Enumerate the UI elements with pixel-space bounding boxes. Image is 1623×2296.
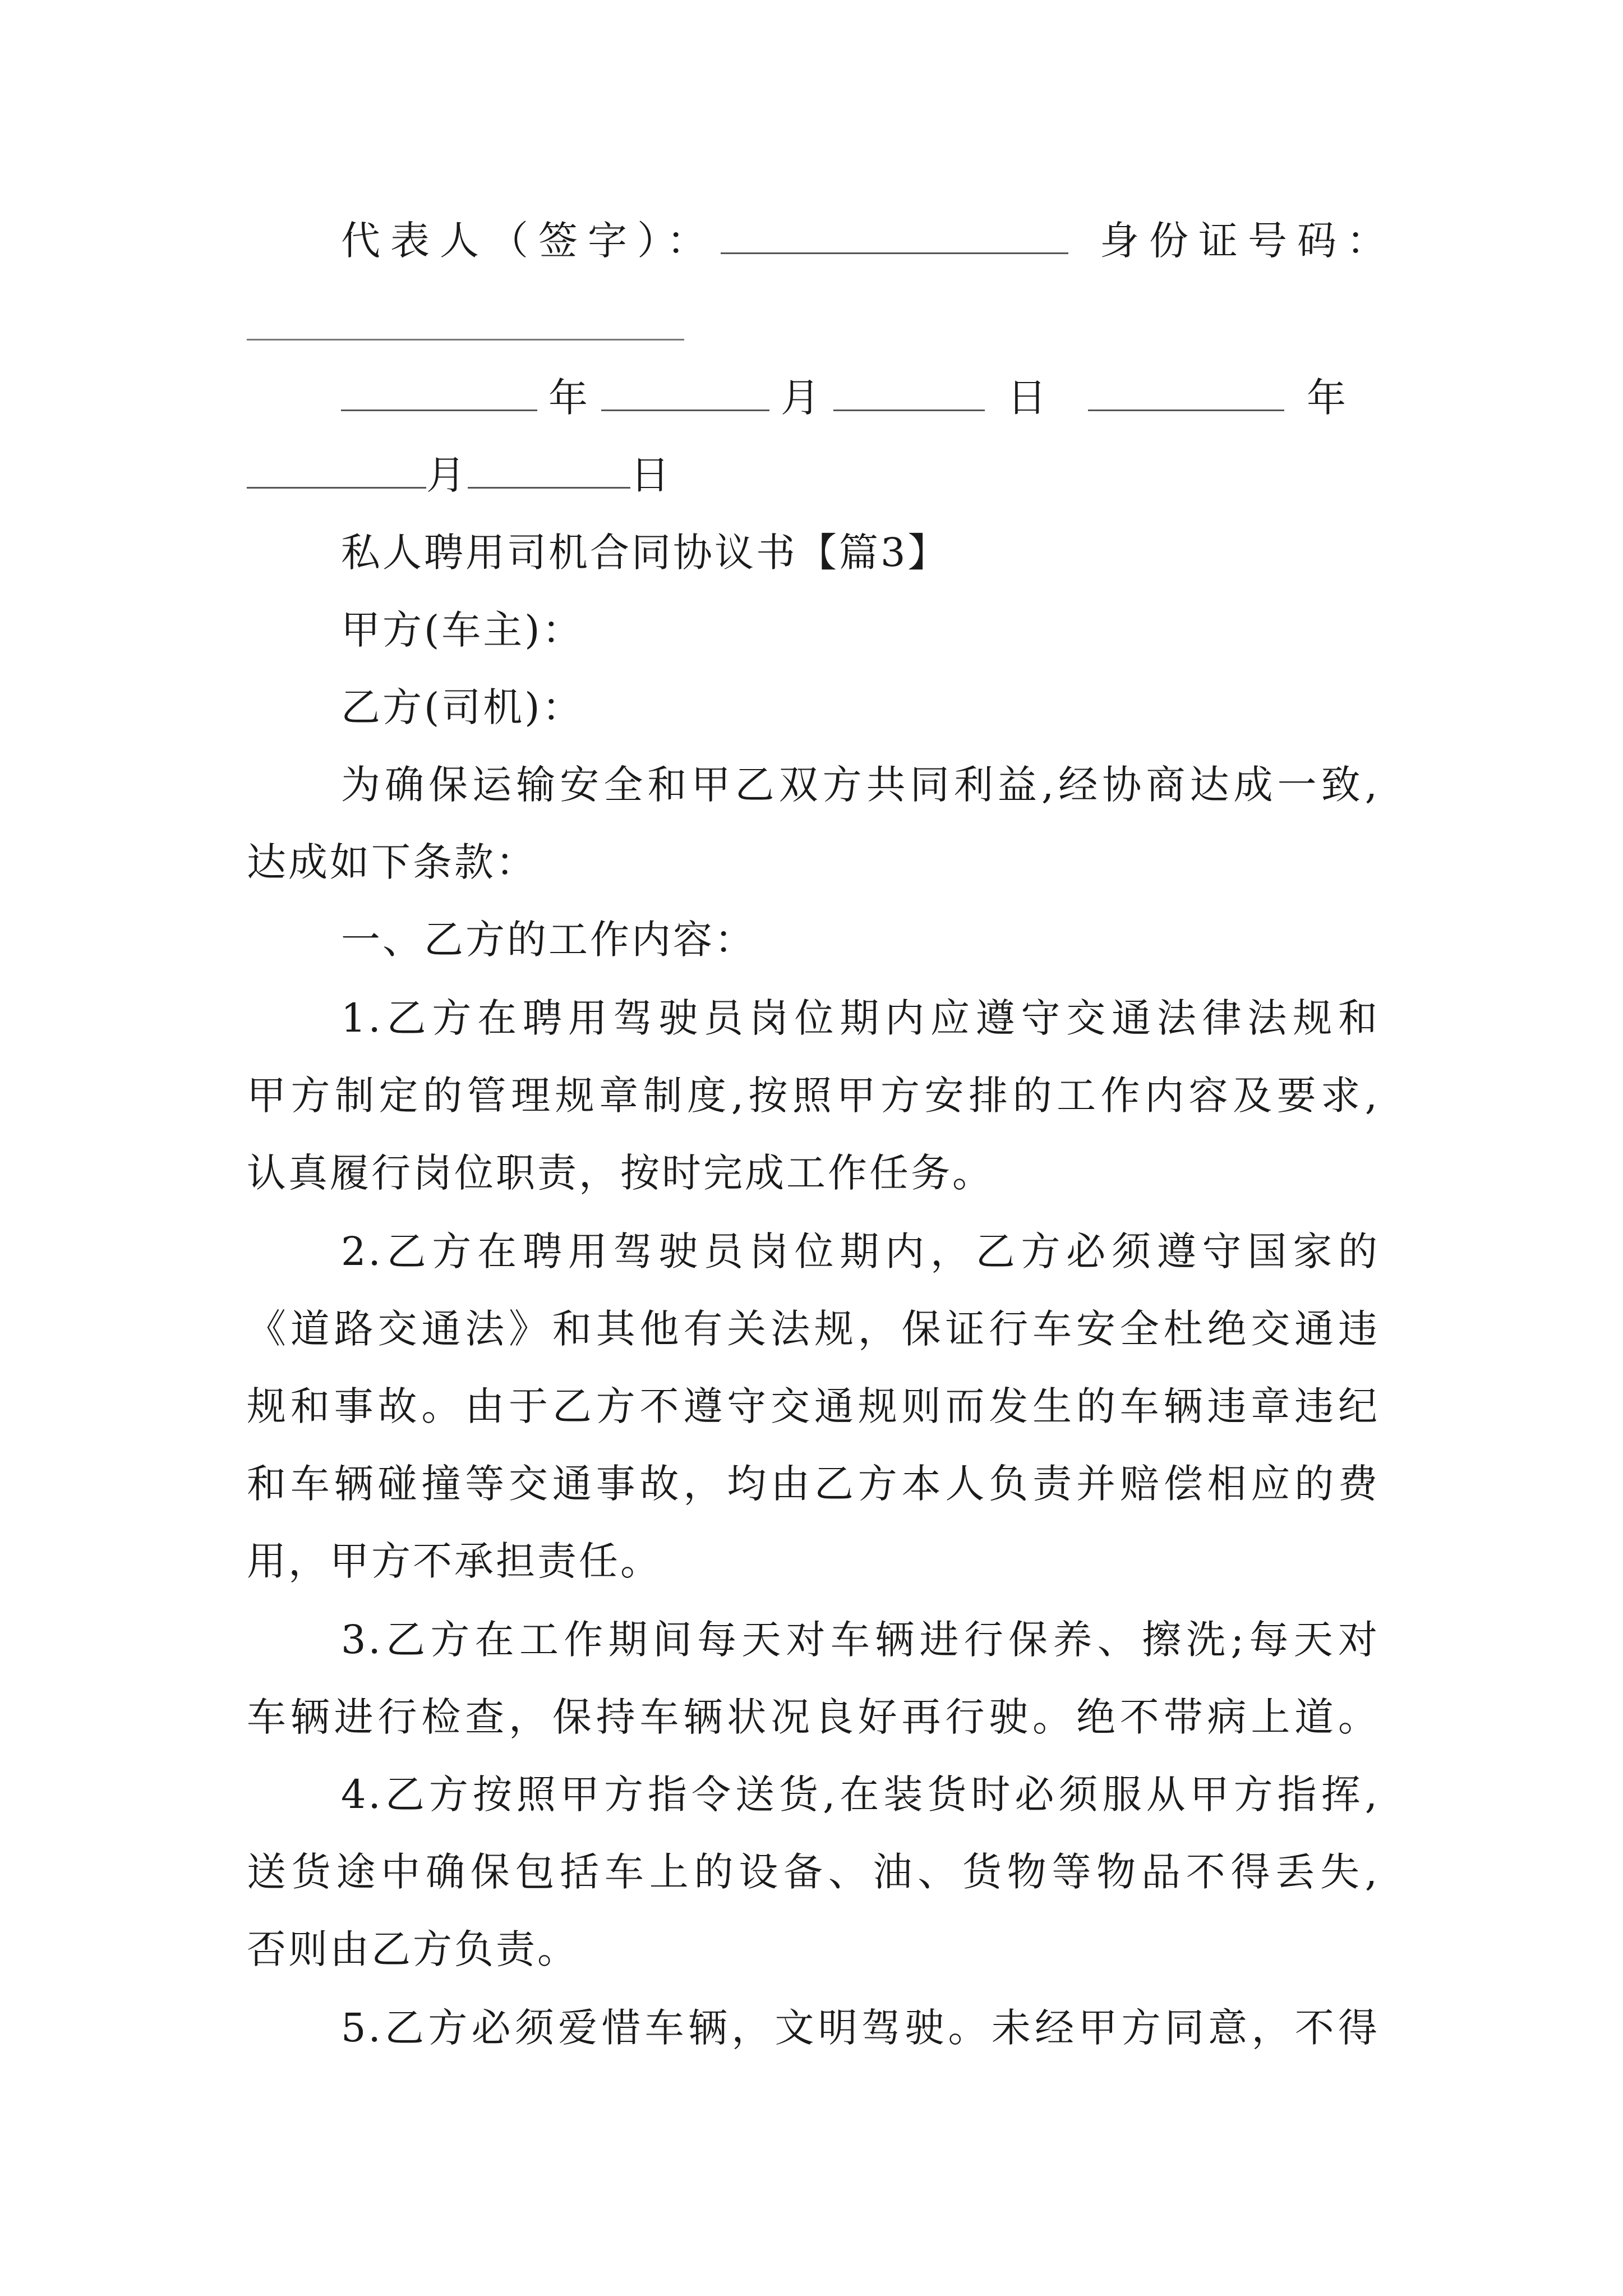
day-blank-1[interactable] (833, 377, 985, 411)
date-row-1 (341, 375, 1348, 421)
clause-1-line-1: 1.乙方在聘用驾驶员岗位期内应遵守交通法律法规和 (341, 995, 1380, 1041)
clause-2-line-3: 规和事故。由于乙方不遵守交通规则而发生的车辆违章违纪 (247, 1383, 1380, 1429)
party-a-label: 甲方(车主)： (341, 607, 584, 653)
party-b-label: 乙方(司机)： (341, 684, 584, 730)
intro-line-1: 为确保运输安全和甲乙双方共同利益,经协商达成一致, (341, 762, 1380, 808)
date-row-2 (247, 452, 672, 498)
section-1-title: 一、乙方的工作内容： (341, 917, 756, 963)
month-label-2: 月 (426, 452, 468, 498)
year-label-1: 年 (548, 375, 590, 421)
representative-signature-blank[interactable] (721, 220, 1068, 254)
signature-row (341, 218, 1396, 264)
intro-line-2: 达成如下条款： (247, 839, 537, 885)
month-label-1: 月 (781, 375, 822, 421)
clause-5-line-1: 5.乙方必须爱惜车辆，文明驾驶。未经甲方同意，不得 (341, 2005, 1380, 2051)
clause-3-line-1: 3.乙方在工作期间每天对车辆进行保养、擦洗;每天对 (341, 1617, 1380, 1663)
clause-1-line-2: 甲方制定的管理规章制度,按照甲方安排的工作内容及要求, (247, 1073, 1380, 1119)
clause-2-line-2: 《道路交通法》和其他有关法规，保证行车安全杜绝交通违 (247, 1306, 1380, 1352)
clause-2-line-5: 用，甲方不承担责任。 (247, 1538, 662, 1584)
section-heading: 私人聘用司机合同协议书【篇3】 (341, 530, 949, 576)
year-blank-1[interactable] (341, 377, 537, 411)
day-label-1: 日 (1007, 375, 1049, 421)
clause-4-line-2: 送货途中确保包括车上的设备、油、货物等物品不得丢失, (247, 1849, 1380, 1895)
year-label-2: 年 (1307, 375, 1348, 421)
id-number-label: 身份证号码： (1100, 218, 1396, 264)
clause-2-line-1: 2.乙方在聘用驾驶员岗位期内，乙方必须遵守国家的 (341, 1228, 1380, 1274)
id-number-blank[interactable] (247, 339, 684, 341)
clause-2-line-4: 和车辆碰撞等交通事故，均由乙方本人负责并赔偿相应的费 (247, 1461, 1380, 1507)
month-blank-1[interactable] (601, 377, 769, 411)
year-blank-2[interactable] (1088, 377, 1284, 411)
clause-4-line-3: 否则由乙方负责。 (247, 1926, 579, 1972)
day-blank-2[interactable] (468, 454, 630, 489)
representative-label: 代表人（签字）： (341, 218, 716, 264)
clause-3-line-2: 车辆进行检查，保持车辆状况良好再行驶。绝不带病上道。 (247, 1694, 1380, 1740)
clause-4-line-1: 4.乙方按照甲方指令送货,在装货时必须服从甲方指挥, (341, 1772, 1380, 1818)
day-label-2: 日 (630, 452, 672, 498)
clause-1-line-3: 认真履行岗位职责，按时完成工作任务。 (247, 1150, 994, 1196)
month-blank-2[interactable] (247, 454, 426, 489)
